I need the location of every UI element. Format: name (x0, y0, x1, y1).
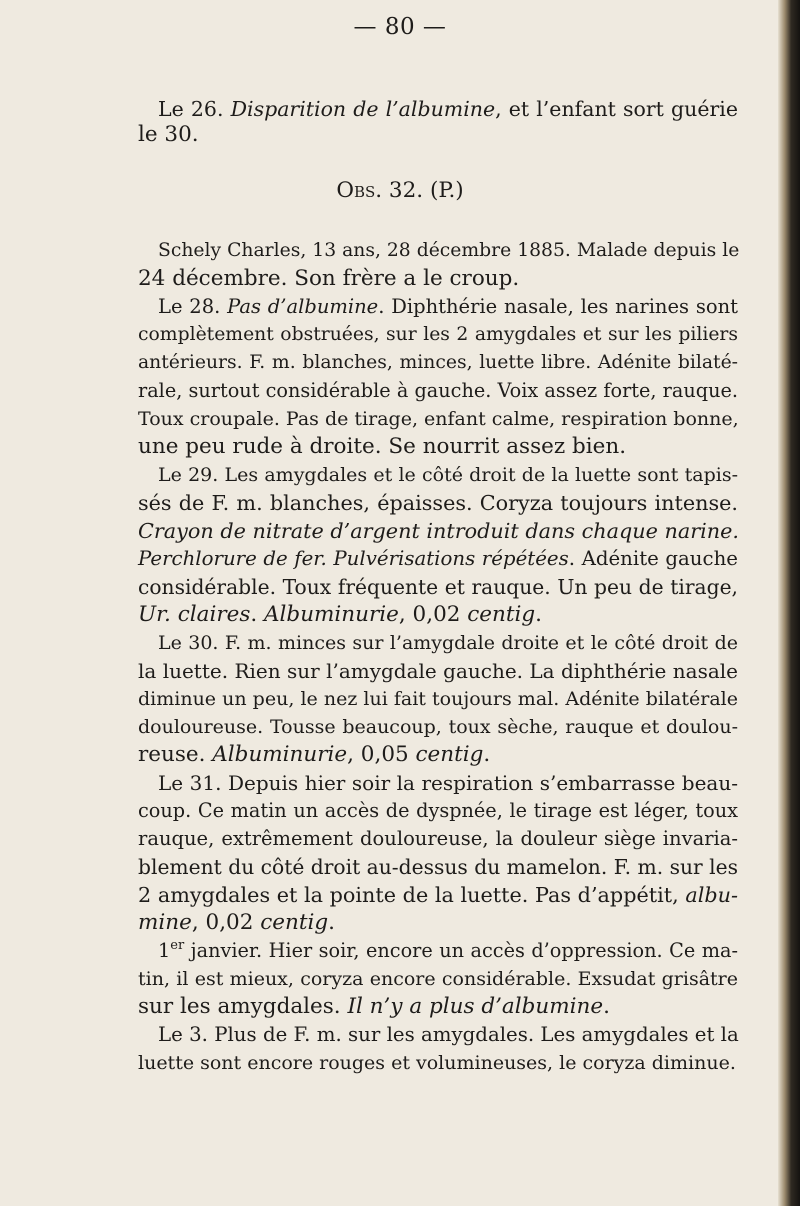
text-span: , 0,02 (191, 910, 261, 935)
italic-span: albu- (685, 883, 738, 907)
text-span: . (250, 602, 265, 627)
italic-span: mine (138, 910, 192, 935)
text-line: une peu rude à droite. Se nourrit assez bien. (138, 434, 627, 459)
text-line: Le 29. Les amygdales et le côté droit de la luette sont tapis- (158, 464, 738, 486)
text-span: . (535, 602, 543, 627)
text-line: complètement obstruées, sur les 2 amygdales et sur les piliers (138, 324, 738, 345)
text-span: . (603, 994, 610, 1019)
italic-span: Albuminurie (264, 602, 399, 627)
text-line (158, 292, 738, 322)
italic-span: Albuminurie (212, 742, 348, 767)
text-line: Toux croupale. Pas de tirage, enfant calme, respiration bonne, (138, 408, 739, 430)
text-line (138, 740, 738, 770)
italic-span: Il n’y a plus d’albumine (347, 994, 604, 1019)
text-line: Schely Charles, 13 ans, 28 décembre 1885. Malade depuis le (158, 240, 740, 261)
text-span: , et l’enfant sort guérie (495, 97, 738, 121)
text-line: blement du côté droit au-dessus du mamelon. F. m. sur les (138, 855, 738, 879)
text-line (138, 600, 738, 630)
text-line: douloureuse. Tousse beaucoup, toux sèche, rauque et doulou- (138, 716, 738, 738)
italic-span: Ur. claires (138, 602, 251, 627)
text-span: . (328, 910, 335, 935)
text-line: tin, il est mieux, coryza encore considérable. Exsudat grisâtre (138, 968, 738, 990)
text-span: reuse. (138, 742, 213, 767)
superscript: er (170, 938, 185, 953)
text-span: . Adénite gauche (568, 547, 738, 570)
text-line: sés de F. m. blanches, épaisses. Coryza toujours intense. (138, 491, 738, 515)
observation-heading: Obs. 32. (P.) (336, 178, 464, 203)
italic-span: Pas d’albumine (227, 295, 379, 318)
text-line: coup. Ce matin un accès de dyspnée, le tirage est léger, toux (138, 799, 738, 822)
text-line: Le 31. Depuis hier soir la respiration s’embarrasse beau- (158, 771, 738, 795)
text-span: . (483, 742, 491, 767)
italic-span: centig (260, 910, 329, 935)
text-line: Le 30. F. m. minces sur l’amygdale droite et le côté droit de (158, 632, 738, 654)
text-line (138, 516, 738, 546)
text-line: 24 décembre. Son frère a le croup. (138, 266, 520, 291)
text-line: la luette. Rien sur l’amygdale gauche. La diphthérie nasale (138, 659, 738, 683)
text-span: , 0,05 (347, 742, 416, 767)
text-line: rale, surtout considérable à gauche. Voix assez forte, rauque. (138, 379, 738, 402)
italic-span: centig (467, 602, 536, 627)
text-line (138, 880, 738, 910)
text-line: antérieurs. F. m. blanches, minces, luette libre. Adénite bilaté- (138, 352, 738, 373)
italic-span: centig (415, 742, 484, 767)
text-span: 1 (158, 939, 171, 962)
text-line (138, 544, 738, 574)
text-span: janvier. Hier soir, encore un accès d’oppression. Ce ma- (184, 939, 738, 962)
text-line (158, 936, 738, 966)
italic-span: Perchlorure de fer. Pulvérisations répétées (138, 547, 569, 570)
text-line: Le 3. Plus de F. m. sur les amygdales. Les amygdales et la (158, 1023, 739, 1046)
text-span: Le 26. (158, 97, 231, 121)
text-span: , 0,02 (398, 602, 468, 627)
text-span: sur les amygdales. (138, 994, 348, 1019)
text-line: luette sont encore rouges et volumineuses, le coryza diminue. (138, 1052, 736, 1074)
text-line (138, 908, 738, 938)
text-span: 2 amygdales et la pointe de la luette. Pas d’appétit, (138, 883, 686, 907)
italic-span: Crayon de nitrate d’argent introduit dans chaque narine. (138, 519, 740, 543)
text-span: Le 28. (158, 295, 228, 318)
text-line: diminue un peu, le nez lui fait toujours mal. Adénite bilatérale (138, 688, 738, 710)
page-number: — 80 — (353, 14, 447, 40)
text-line (138, 992, 738, 1022)
text-line: considérable. Toux fréquente et rauque. Un peu de tirage, (138, 575, 738, 599)
italic-span: Disparition de l’albumine (230, 97, 496, 121)
text-span: . Diphthérie nasale, les narines sont (378, 295, 738, 318)
text-line: rauque, extrêmement douloureuse, la douleur siège invaria- (138, 827, 738, 850)
book-binding-edge (778, 0, 800, 1206)
intro-line-2: le 30. (138, 122, 199, 147)
